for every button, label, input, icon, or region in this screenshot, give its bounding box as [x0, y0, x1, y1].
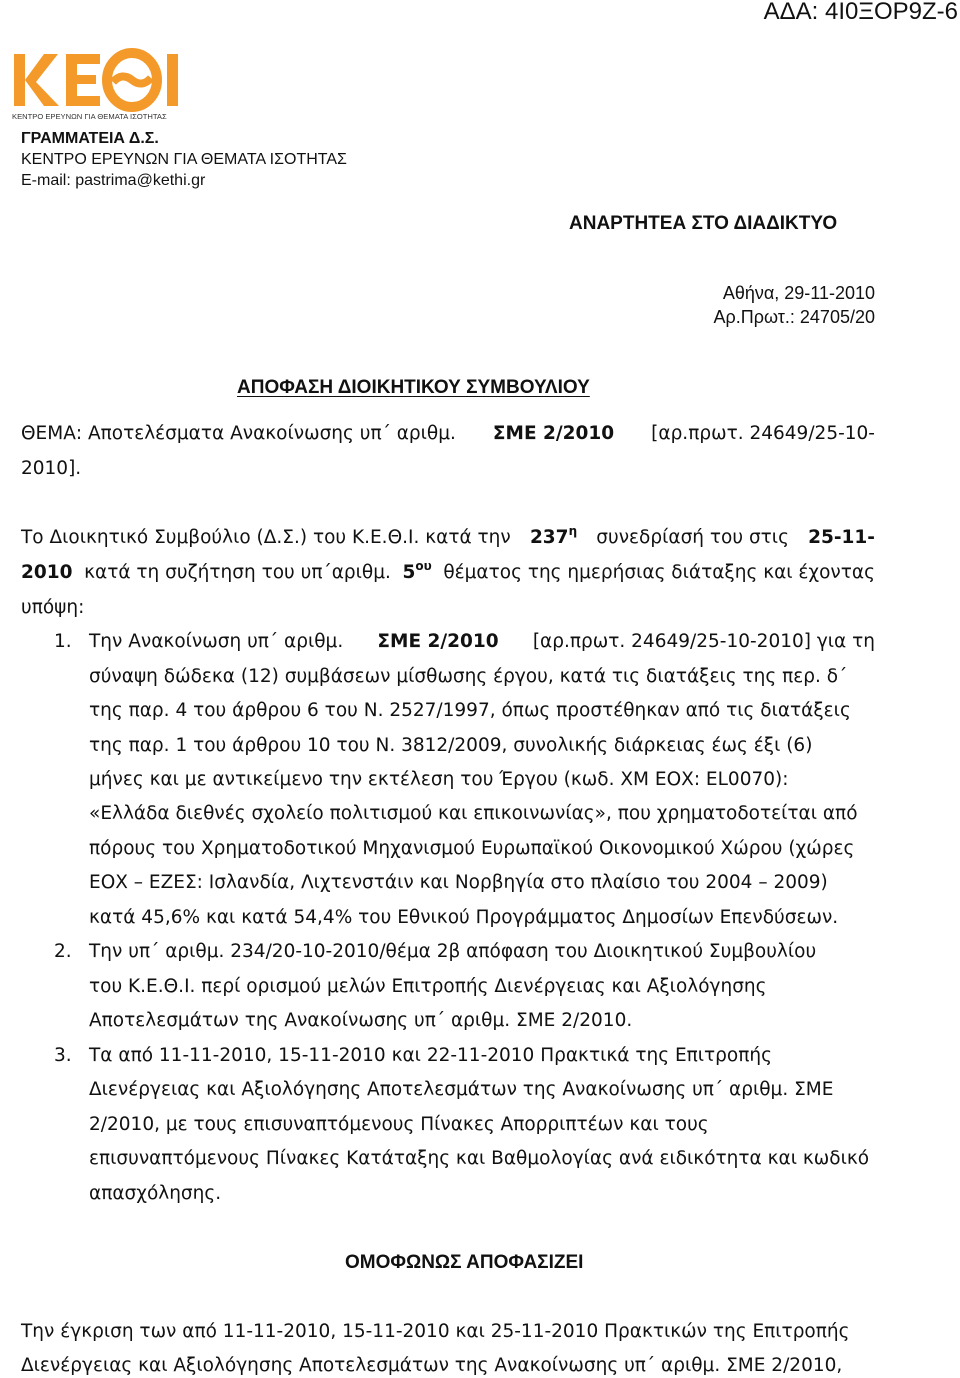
intro-line-3: υπόψη: [21, 597, 85, 618]
item-1-line-4: της παρ. 1 του άρθρου 10 του Ν. 3812/2009, συνολικής διάρκειας έως έξι (6) [89, 735, 813, 756]
item-2-line-3: Αποτελεσμάτων της Ανακοίνωσης υπ΄ αριθμ. ΣΜΕ 2/2010. [89, 1010, 633, 1031]
decision-title [237, 377, 590, 399]
intro-session-sup: η [568, 524, 578, 538]
intro-session [529, 524, 578, 548]
item-2-line-2: του Κ.Ε.Θ.Ι. περί ορισμού μελών Επιτροπής Διενέργειας και Αξιολόγησης [89, 976, 767, 997]
subject-part-a: ΘΕΜΑ: Αποτελέσματα Ανακοίνωσης υπ΄ αριθμ. [21, 423, 456, 444]
conclusion-line-1: Την έγκριση των από 11-11-2010, 15-11-2010 και 25-11-2010 Πρακτικών της Επιτροπής [21, 1321, 850, 1342]
intro-line-2 [21, 559, 875, 583]
item-3-line-1: Τα από 11-11-2010, 15-11-2010 και 22-11-2010 Πρακτικά της Επιτροπής [89, 1045, 772, 1066]
intro-topic-num: 5 [402, 562, 416, 583]
ada-code: ΑΔΑ: 4Ι0ΞΟΡ9Ζ-6 [763, 0, 958, 25]
subject-part-c: [αρ.πρωτ. 24649/25-10- [651, 423, 875, 444]
item-1-line-2: σύναψη δώδεκα (12) συμβάσεων μίσθωσης έργου, κατά τις διατάξεις της περ. δ΄ [89, 666, 848, 687]
item-3-line-2: Διενέργειας και Αξιολόγησης Αποτελεσμάτων της Ανακοίνωσης υπ΄ αριθμ. ΣΜΕ [89, 1079, 834, 1100]
decision-title-text: ΑΠΟΦΑΣΗ ΔΙΟΙΚΗΤΙΚΟΥ ΣΥΜΒΟΥΛΙΟΥ [237, 377, 590, 398]
intro-topic-sup: ου [415, 559, 432, 573]
subject-ref: ΣΜΕ 2/2010 [492, 423, 615, 444]
intro-line-1 [21, 524, 875, 548]
date-line: Αθήνα, 29-11-2010 [722, 283, 875, 303]
kethi-logo-graphic [10, 46, 210, 122]
item-3-line-5: απασχόλησης. [89, 1183, 222, 1204]
item-3-line-3: 2/2010, με τους επισυναπτόμενους Πίνακες Απορριπτέων και τους [89, 1114, 709, 1135]
intro-year: 2010 [21, 562, 73, 583]
subject-line-2: 2010]. [21, 458, 82, 479]
sender-line-1: ΓΡΑΜΜΑΤΕΙΑ Δ.Σ. [21, 130, 159, 147]
unanimous-heading: ΟΜΟΦΩΝΩΣ ΑΠΟΦΑΣΙΖΕΙ [345, 1252, 584, 1273]
sender-email: E-mail: pastrima@kethi.gr [21, 172, 206, 189]
item-1-part-a: Την Ανακοίνωση υπ΄ αριθμ. [89, 631, 344, 652]
logo-subtitle: ΚΕΝΤΡΟ ΕΡΕΥΝΩΝ ΓΙΑ ΘΕΜΑΤΑ ΙΣΟΤΗΤΑΣ [12, 112, 167, 121]
intro-part-c: συνεδρίασή του στις [596, 527, 789, 548]
item-1-line-1 [89, 631, 875, 652]
item-2-number: 2. [54, 941, 72, 962]
item-1-line-7: πόρους του Χρηματοδοτικού Μηχανισμού Ευρωπαϊκού Οικονομικού Χώρου (χώρες [89, 838, 855, 859]
item-1-line-9: κατά 45,6% και κατά 54,4% του Εθνικού Προγράμματος Δημοσίων Επενδύσεων. [89, 907, 839, 928]
item-1-line-6: «Ελλάδα διεθνές σχολείο πολιτισμού και επικοινωνίας», που χρηματοδοτείται από [89, 803, 858, 824]
item-1-line-3: της παρ. 4 του άρθρου 6 του Ν. 2527/1997, όπως προστέθηκαν από τις διατάξεις [89, 700, 851, 721]
intro-session-num: 237 [529, 527, 569, 548]
sender-line-2: ΚΕΝΤΡΟ ΕΡΕΥΝΩΝ ΓΙΑ ΘΕΜΑΤΑ ΙΣΟΤΗΤΑΣ [21, 151, 347, 168]
intro-topic [402, 559, 432, 583]
item-1-line-8: ΕΟΧ – ΕΖΕΣ: Ισλανδία, Λιχτενστάιν και Νορβηγία στο πλαίσιο του 2004 – 2009) [89, 872, 828, 893]
conclusion-line-2: Διενέργειας και Αξιολόγησης Αποτελεσμάτων της Ανακοίνωσης υπ΄ αριθμ. ΣΜΕ 2/2010, [21, 1355, 843, 1376]
posting-notice: ΑΝΑΡΤΗΤΕΑ ΣΤΟ ΔΙΑΔΙΚΤΥΟ [569, 213, 838, 234]
protocol-line: Αρ.Πρωτ.: 24705/20 [713, 307, 875, 327]
item-1-part-c: [αρ.πρωτ. 24649/25-10-2010] για τη [532, 631, 875, 652]
item-2-line-1: Την υπ΄ αριθμ. 234/20-10-2010/θέμα 2β απόφαση του Διοικητικού Συμβουλίου [89, 941, 817, 962]
item-3-line-4: επισυναπτόμενους Πίνακες Κατάταξης και Βαθμολογίας ανά ειδικότητα και κωδικό [89, 1148, 870, 1169]
item-1-number: 1. [54, 631, 72, 652]
subject-line [21, 423, 875, 444]
item-1-ref: ΣΜΕ 2/2010 [377, 631, 499, 652]
item-1-line-5: μήνες και με αντικείμενο την εκτέλεση του Έργου (κωδ. ΧΜ ΕΟΧ: EL0070): [89, 769, 789, 790]
intro-date-start: 25-11- [808, 527, 875, 548]
item-3-number: 3. [54, 1045, 72, 1066]
kethi-logo [10, 46, 210, 122]
intro-part-a: Το Διοικητικό Συμβούλιο (Δ.Σ.) του Κ.Ε.Θ.Ι. κατά την [21, 527, 511, 548]
intro-part-h: θέματος της ημερήσιας διάταξης και έχοντας [443, 562, 875, 583]
intro-part-f: κατά τη συζήτηση του υπ΄αριθμ. [84, 562, 391, 583]
